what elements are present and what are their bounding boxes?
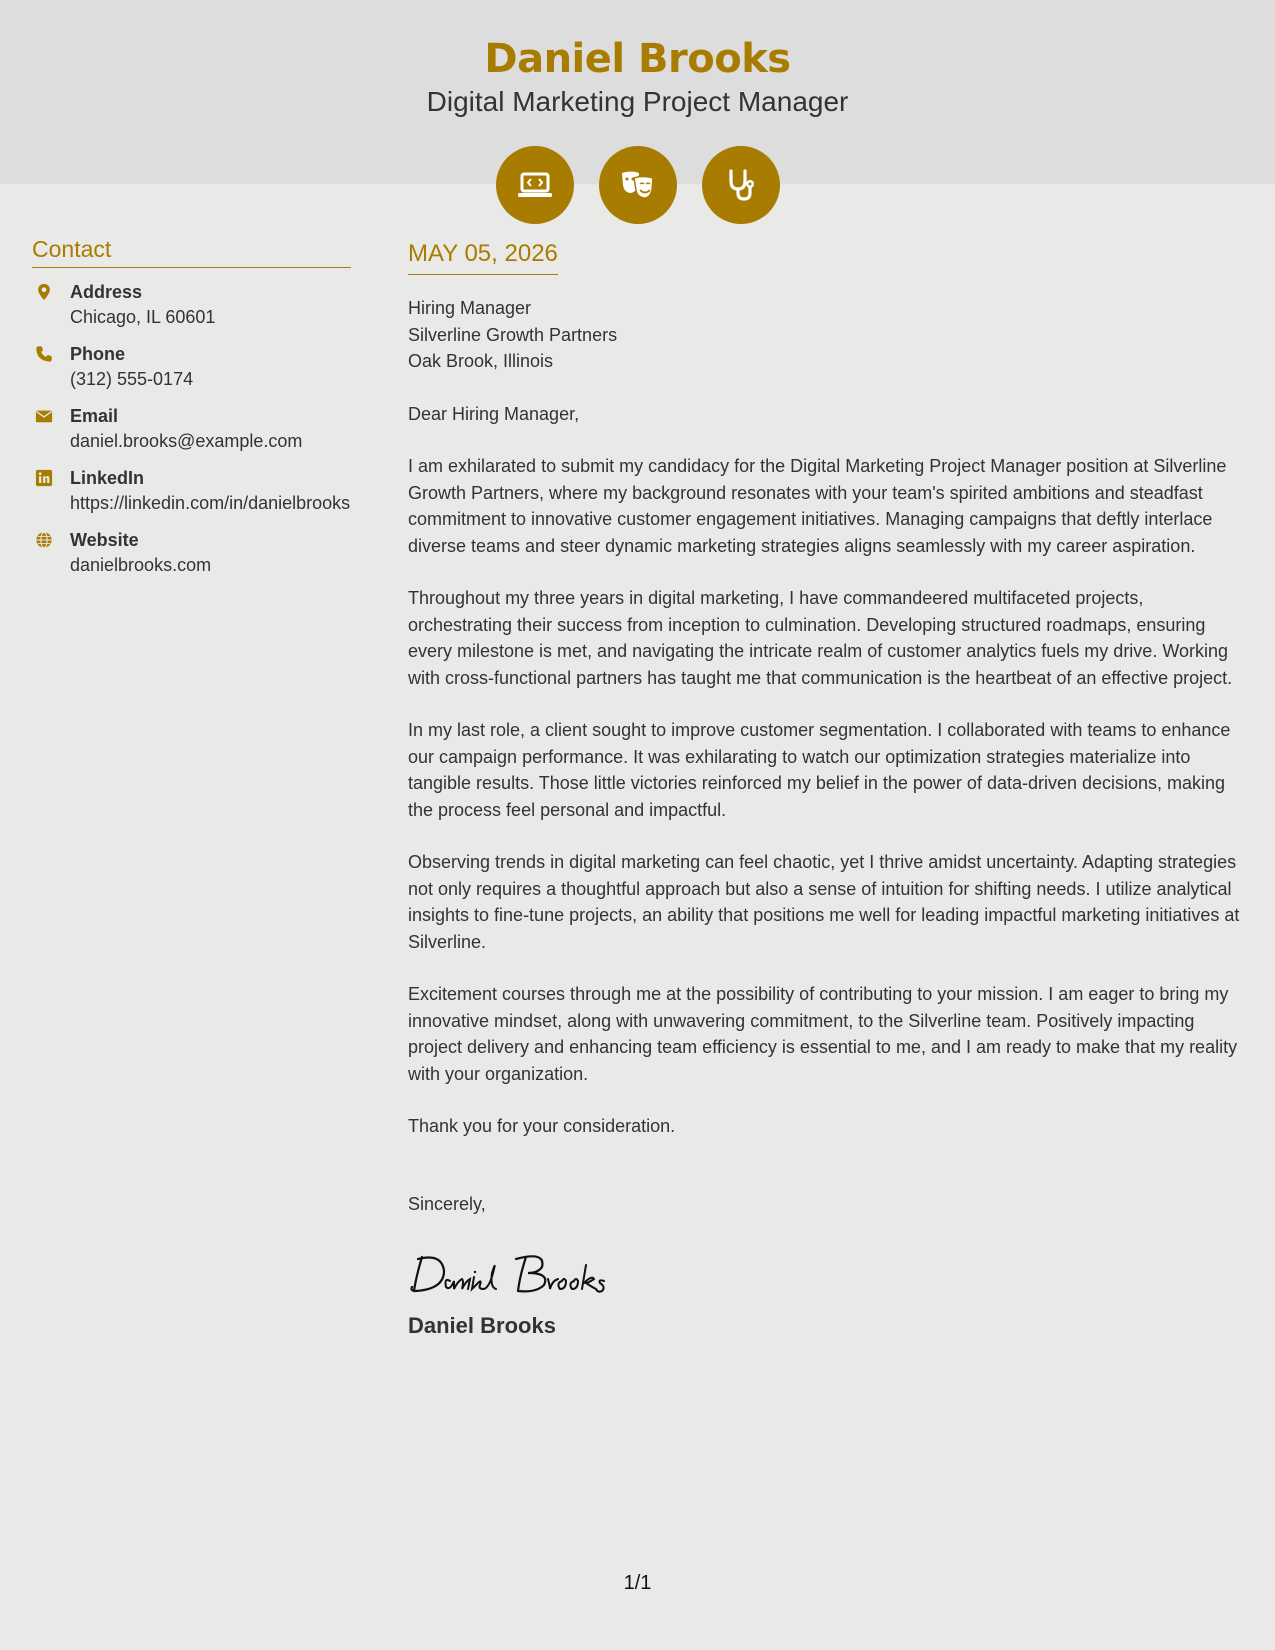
paragraph: Excitement courses through me at the possibility of contributing to your mission. I am eager to bring my innovative mindset, along with unwavering commitment, to the Silverline team. Positively impacting project delivery and enhancing team efficiency is essential to me, and I am ready to make that my reality with your organization. xyxy=(408,984,1238,1084)
handwritten-signature xyxy=(408,1247,1248,1299)
signed-name: Daniel Brooks xyxy=(408,1312,556,1338)
contact-heading: Contact xyxy=(32,236,351,268)
recipient-line: Hiring Manager xyxy=(408,298,532,318)
theater-masks-icon xyxy=(599,146,677,224)
contact-label: LinkedIn xyxy=(70,468,145,488)
contact-value: daniel.brooks@example.com xyxy=(70,431,303,451)
contact-list xyxy=(32,280,351,578)
linkedin-icon xyxy=(32,466,70,516)
contact-value[interactable]: https://linkedin.com/in/danielbrooks xyxy=(70,493,351,513)
globe-icon xyxy=(32,528,70,578)
interest-icons xyxy=(496,146,780,224)
map-pin-icon xyxy=(32,280,70,330)
thank-you-line: Thank you for your consideration. xyxy=(408,1116,676,1136)
contact-item-address xyxy=(32,280,351,330)
paragraph: In my last role, a client sought to improve customer segmentation. I collaborated with teams to enhance our campaign performance. It was exhilarating to watch our optimization strategies materialize into tangible results. Those little victories reinforced my belief in the power of data-driven decisions, making the process feel personal and impactful. xyxy=(408,720,1231,820)
contact-label: Website xyxy=(70,530,139,550)
recipient-line: Silverline Growth Partners xyxy=(408,324,618,345)
contact-item-email xyxy=(32,404,351,454)
page-number: 1/1 xyxy=(623,1572,652,1594)
stethoscope-icon xyxy=(702,146,780,224)
paragraph: Throughout my three years in digital marketing, I have commandeered multifaceted projects, orchestrating their success from inception to culmination. Developing structured roadmaps, ensuring every milestone is met, and navigating the intricate realm of customer analytics fuels my drive. Working with cross-functional partners has taught me that communication is the heartbeat of an effective project. xyxy=(408,588,1233,688)
contact-value[interactable]: danielbrooks.com xyxy=(70,555,212,575)
contact-label: Phone xyxy=(70,344,126,364)
contact-label: Address xyxy=(70,282,143,302)
laptop-code-icon xyxy=(496,146,574,224)
paragraph: Observing trends in digital marketing can feel chaotic, yet I thrive amidst uncertainty. Adapting strategies not only requires a thoughtful approach but also a sense of intuition for shifting needs. I utilize analytical insights to fine-tune projects, an ability that positions me well for leading impactful marketing initiatives at Silverline. xyxy=(408,852,1240,952)
phone-icon xyxy=(32,342,70,392)
job-title: Digital Marketing Project Manager xyxy=(426,86,849,117)
contact-label: Email xyxy=(70,406,119,426)
salutation: Dear Hiring Manager, xyxy=(408,403,580,424)
letter-date: MAY 05, 2026 xyxy=(408,240,558,275)
contact-item-website xyxy=(32,528,351,578)
contact-item-linkedin xyxy=(32,466,351,516)
contact-value: (312) 555-0174 xyxy=(70,369,194,389)
paragraph: I am exhilarated to submit my candidacy for the Digital Marketing Project Manager position at Silverline Growth Partners, where my background resonates with your team's spirited ambitions and steadfast commitment to innovative customer engagement initiatives. Managing campaigns that deftly interlace diverse teams and steer dynamic marketing strategies aligns seamlessly with my career aspiration. xyxy=(408,456,1227,556)
closing: Sincerely, xyxy=(408,1193,486,1214)
envelope-icon xyxy=(32,404,70,454)
recipient-block xyxy=(408,295,1248,375)
contact-sidebar xyxy=(32,236,351,590)
candidate-name: Daniel Brooks xyxy=(484,36,791,82)
contact-item-phone xyxy=(32,342,351,392)
recipient-line: Oak Brook, Illinois xyxy=(408,351,554,371)
letter-body xyxy=(408,240,1248,1339)
contact-value: Chicago, IL 60601 xyxy=(70,307,216,327)
